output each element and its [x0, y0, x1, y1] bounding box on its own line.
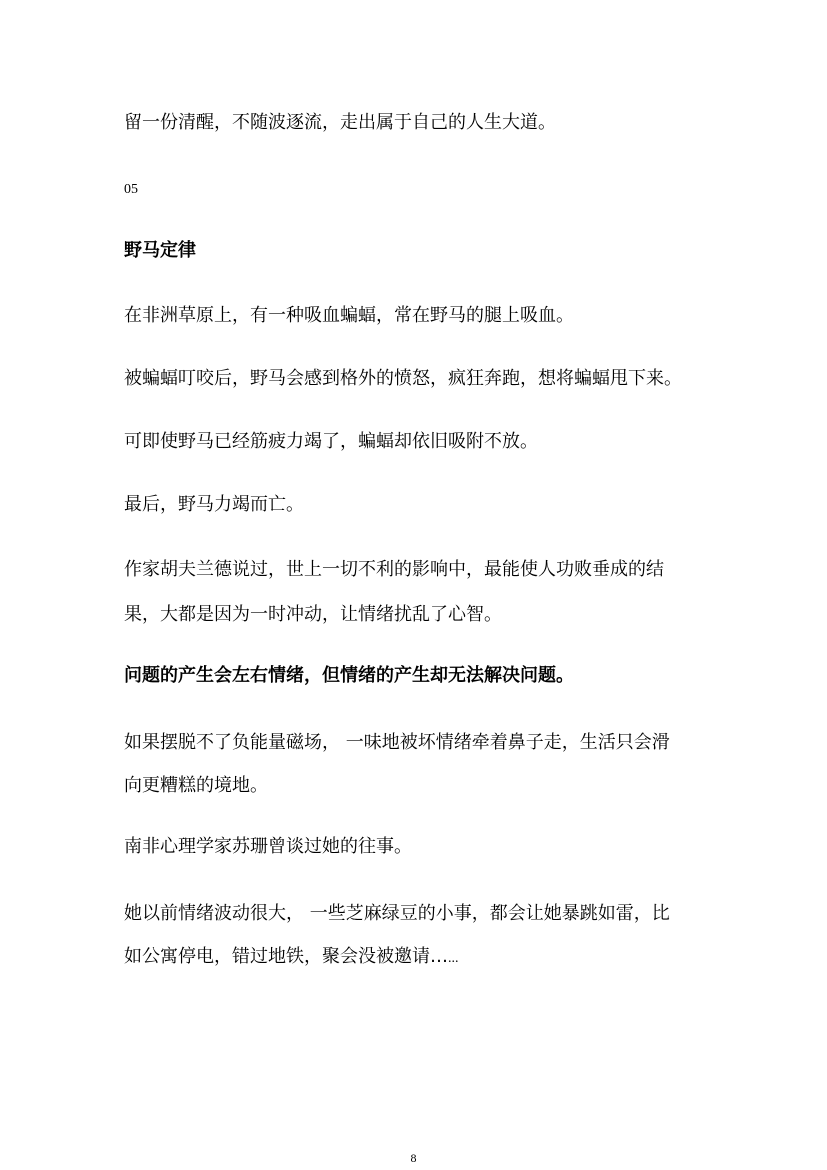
- page-number: 8: [410, 1151, 417, 1165]
- paragraph-line: 可即使野马已经筋疲力竭了，蝙蝠却依旧吸附不放。: [124, 431, 538, 452]
- paragraph-line: 如果摆脱不了负能量磁场， 一味地被坏情绪牵着鼻子走，生活只会滑: [124, 732, 670, 753]
- paragraph-line: 被蝙蝠叮咬后，野马会感到格外的愤怒，疯狂奔跑，想将蝙蝠甩下来。: [124, 368, 682, 389]
- paragraph-line: 最后，野马力竭而亡。: [124, 494, 304, 515]
- section-number: 05: [124, 182, 138, 197]
- paragraph-line: 在非洲草原上，有一种吸血蝙蝠，常在野马的腿上吸血。: [124, 305, 574, 326]
- paragraph-line: 她以前情绪波动很大， 一些芝麻绿豆的小事，都会让她暴跳如雷，比: [124, 903, 670, 924]
- trailing-dots: ...: [448, 951, 459, 966]
- paragraph-line: [124, 944, 459, 972]
- line-text: 如公寓停电，错过地铁，聚会没被邀请…: [124, 946, 448, 967]
- paragraph-line: 作家胡夫兰德说过，世上一切不利的影响中，最能使人功败垂成的结: [124, 559, 664, 580]
- paragraph-line: 留一份清醒，不随波逐流，走出属于自己的人生大道。: [124, 112, 556, 133]
- paragraph-line: 南非心理学家苏珊曾谈过她的往事。: [124, 836, 412, 857]
- bold-statement: 问题的产生会左右情绪，但情绪的产生却无法解决问题。: [124, 665, 574, 686]
- paragraph-line: 果，大都是因为一时冲动，让情绪扰乱了心智。: [124, 604, 502, 625]
- section-heading: 野马定律: [124, 240, 196, 261]
- paragraph-line: 向更糟糕的境地。: [124, 775, 268, 796]
